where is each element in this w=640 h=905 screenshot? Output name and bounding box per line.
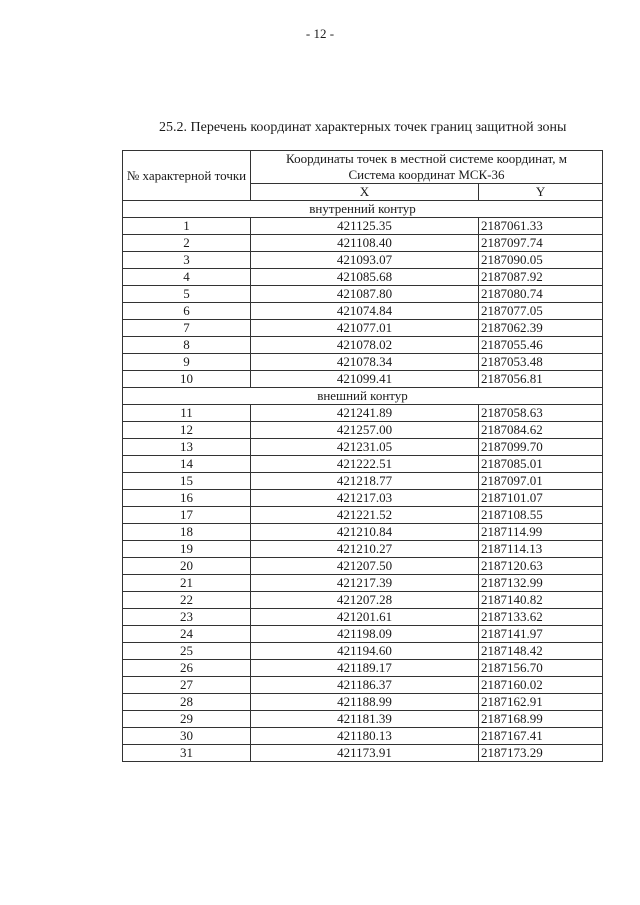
x-coordinate-cell: 421078.34 <box>251 354 479 371</box>
point-number-cell: 10 <box>123 371 251 388</box>
coordinates-header-line1: Координаты точек в местной системе координат, м <box>286 151 567 166</box>
x-coordinate-cell: 421210.84 <box>251 524 479 541</box>
x-coordinate-cell: 421231.05 <box>251 439 479 456</box>
y-coordinate-cell: 2187108.55 <box>479 507 603 524</box>
table-row <box>123 507 603 524</box>
point-number-cell: 16 <box>123 490 251 507</box>
y-coordinate-cell: 2187114.99 <box>479 524 603 541</box>
point-number-cell: 14 <box>123 456 251 473</box>
coordinates-header <box>251 151 603 184</box>
section-row <box>123 201 603 218</box>
point-number-cell: 28 <box>123 694 251 711</box>
point-number-header: № характерной точки <box>123 151 251 201</box>
x-coordinate-cell: 421218.77 <box>251 473 479 490</box>
y-column-header: Y <box>479 184 603 201</box>
table-row <box>123 609 603 626</box>
table-row <box>123 711 603 728</box>
y-coordinate-cell: 2187167.41 <box>479 728 603 745</box>
table-row <box>123 371 603 388</box>
table-row <box>123 694 603 711</box>
x-coordinate-cell: 421125.35 <box>251 218 479 235</box>
y-coordinate-cell: 2187132.99 <box>479 575 603 592</box>
coordinates-header-line2: Система координат МСК-36 <box>348 167 505 182</box>
x-coordinate-cell: 421181.39 <box>251 711 479 728</box>
y-coordinate-cell: 2187162.91 <box>479 694 603 711</box>
x-coordinate-cell: 421173.91 <box>251 745 479 762</box>
table-row <box>123 745 603 762</box>
table-row <box>123 286 603 303</box>
x-coordinate-cell: 421189.17 <box>251 660 479 677</box>
point-number-cell: 23 <box>123 609 251 626</box>
table-body <box>123 201 603 762</box>
y-coordinate-cell: 2187090.05 <box>479 252 603 269</box>
y-coordinate-cell: 2187061.33 <box>479 218 603 235</box>
point-number-cell: 15 <box>123 473 251 490</box>
x-coordinate-cell: 421201.61 <box>251 609 479 626</box>
y-coordinate-cell: 2187133.62 <box>479 609 603 626</box>
table-row <box>123 269 603 286</box>
table-row <box>123 643 603 660</box>
y-coordinate-cell: 2187055.46 <box>479 337 603 354</box>
y-coordinate-cell: 2187120.63 <box>479 558 603 575</box>
y-coordinate-cell: 2187077.05 <box>479 303 603 320</box>
y-coordinate-cell: 2187141.97 <box>479 626 603 643</box>
x-coordinate-cell: 421222.51 <box>251 456 479 473</box>
table-row <box>123 626 603 643</box>
y-coordinate-cell: 2187156.70 <box>479 660 603 677</box>
point-number-cell: 8 <box>123 337 251 354</box>
point-number-cell: 31 <box>123 745 251 762</box>
point-number-cell: 21 <box>123 575 251 592</box>
table-row <box>123 354 603 371</box>
y-coordinate-cell: 2187053.48 <box>479 354 603 371</box>
table-row <box>123 303 603 320</box>
y-coordinate-cell: 2187168.99 <box>479 711 603 728</box>
x-coordinate-cell: 421077.01 <box>251 320 479 337</box>
y-coordinate-cell: 2187140.82 <box>479 592 603 609</box>
table-row <box>123 422 603 439</box>
table-header <box>123 151 603 201</box>
y-coordinate-cell: 2187062.39 <box>479 320 603 337</box>
x-coordinate-cell: 421093.07 <box>251 252 479 269</box>
table-row <box>123 592 603 609</box>
y-coordinate-cell: 2187056.81 <box>479 371 603 388</box>
table-row <box>123 252 603 269</box>
x-coordinate-cell: 421207.28 <box>251 592 479 609</box>
table-row <box>123 337 603 354</box>
y-coordinate-cell: 2187173.29 <box>479 745 603 762</box>
section-row <box>123 388 603 405</box>
table-row <box>123 439 603 456</box>
point-number-cell: 25 <box>123 643 251 660</box>
table-row <box>123 558 603 575</box>
y-coordinate-cell: 2187099.70 <box>479 439 603 456</box>
point-number-cell: 12 <box>123 422 251 439</box>
table-row <box>123 405 603 422</box>
x-coordinate-cell: 421074.84 <box>251 303 479 320</box>
point-number-cell: 27 <box>123 677 251 694</box>
table-row <box>123 473 603 490</box>
x-coordinate-cell: 421198.09 <box>251 626 479 643</box>
x-coordinate-cell: 421207.50 <box>251 558 479 575</box>
y-coordinate-cell: 2187114.13 <box>479 541 603 558</box>
x-coordinate-cell: 421217.03 <box>251 490 479 507</box>
table-row <box>123 235 603 252</box>
y-coordinate-cell: 2187101.07 <box>479 490 603 507</box>
point-number-cell: 19 <box>123 541 251 558</box>
y-coordinate-cell: 2187087.92 <box>479 269 603 286</box>
point-number-cell: 7 <box>123 320 251 337</box>
x-coordinate-cell: 421087.80 <box>251 286 479 303</box>
y-coordinate-cell: 2187160.02 <box>479 677 603 694</box>
table-row <box>123 575 603 592</box>
table-row <box>123 524 603 541</box>
point-number-cell: 3 <box>123 252 251 269</box>
point-number-cell: 11 <box>123 405 251 422</box>
x-coordinate-cell: 421257.00 <box>251 422 479 439</box>
y-coordinate-cell: 2187080.74 <box>479 286 603 303</box>
point-number-cell: 1 <box>123 218 251 235</box>
y-coordinate-cell: 2187097.74 <box>479 235 603 252</box>
y-coordinate-cell: 2187084.62 <box>479 422 603 439</box>
x-coordinate-cell: 421099.41 <box>251 371 479 388</box>
x-coordinate-cell: 421221.52 <box>251 507 479 524</box>
point-number-cell: 24 <box>123 626 251 643</box>
x-coordinate-cell: 421186.37 <box>251 677 479 694</box>
x-coordinate-cell: 421078.02 <box>251 337 479 354</box>
section-title: внутренний контур <box>123 201 603 218</box>
point-number-cell: 20 <box>123 558 251 575</box>
x-coordinate-cell: 421108.40 <box>251 235 479 252</box>
table-row <box>123 320 603 337</box>
x-coordinate-cell: 421241.89 <box>251 405 479 422</box>
x-coordinate-cell: 421217.39 <box>251 575 479 592</box>
table-row <box>123 660 603 677</box>
y-coordinate-cell: 2187148.42 <box>479 643 603 660</box>
point-number-cell: 26 <box>123 660 251 677</box>
point-number-cell: 17 <box>123 507 251 524</box>
point-number-cell: 9 <box>123 354 251 371</box>
page-number: - 12 - <box>305 26 335 41</box>
x-coordinate-cell: 421210.27 <box>251 541 479 558</box>
page-title: 25.2. Перечень координат характерных точек границ защитной зоны <box>159 120 567 135</box>
table-row <box>123 677 603 694</box>
point-number-cell: 13 <box>123 439 251 456</box>
point-number-cell: 6 <box>123 303 251 320</box>
table-row <box>123 218 603 235</box>
x-coordinate-cell: 421180.13 <box>251 728 479 745</box>
point-number-cell: 18 <box>123 524 251 541</box>
table-row <box>123 541 603 558</box>
point-number-cell: 29 <box>123 711 251 728</box>
table-row <box>123 490 603 507</box>
y-coordinate-cell: 2187085.01 <box>479 456 603 473</box>
section-title: внешний контур <box>123 388 603 405</box>
x-coordinate-cell: 421194.60 <box>251 643 479 660</box>
point-number-cell: 30 <box>123 728 251 745</box>
point-number-cell: 22 <box>123 592 251 609</box>
x-coordinate-cell: 421188.99 <box>251 694 479 711</box>
x-column-header: X <box>251 184 479 201</box>
y-coordinate-cell: 2187097.01 <box>479 473 603 490</box>
coordinates-table <box>122 150 603 762</box>
x-coordinate-cell: 421085.68 <box>251 269 479 286</box>
table-row <box>123 728 603 745</box>
table-row <box>123 456 603 473</box>
point-number-cell: 5 <box>123 286 251 303</box>
point-number-cell: 2 <box>123 235 251 252</box>
point-number-cell: 4 <box>123 269 251 286</box>
y-coordinate-cell: 2187058.63 <box>479 405 603 422</box>
